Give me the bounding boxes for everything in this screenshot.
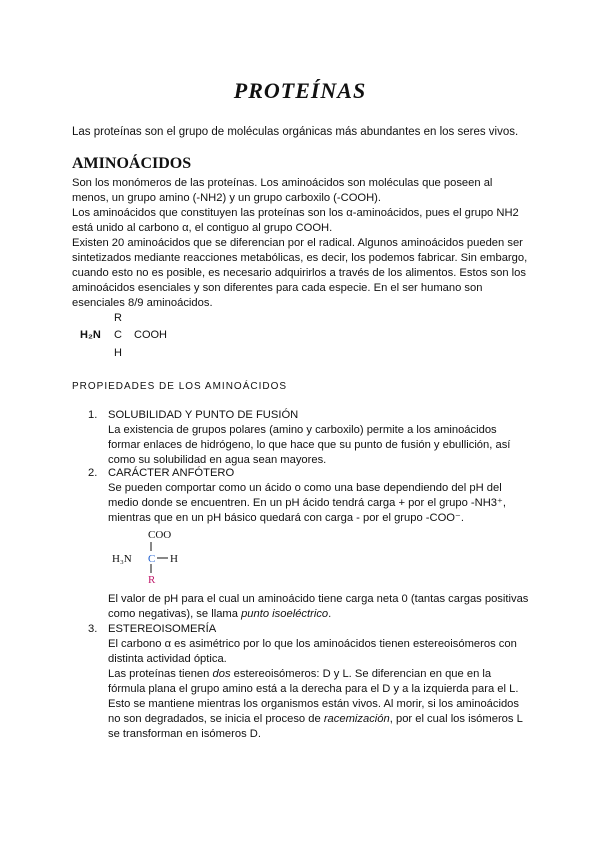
text-line: está unido al carbono α, el contiguo al grupo COOH.: [72, 222, 333, 234]
list-item-estereoisomeria: [88, 622, 538, 752]
formula-carboxylate-group: COO: [148, 529, 172, 541]
text-line: se transforman en isómeros D.: [108, 728, 261, 740]
text-line: Son los monómeros de las proteínas. Los aminoácidos son moléculas que poseen al: [72, 177, 493, 189]
formula-hydrogen: H: [114, 347, 122, 359]
text-span: Las proteínas tienen: [108, 668, 213, 680]
text-line: esenciales 8/9 aminoácidos.: [72, 297, 213, 309]
term-punto-isoelectrico: punto isoeléctrico: [241, 608, 329, 620]
text-line: Se pueden comportar como un ácido o como una base dependiendo del pH del: [108, 482, 502, 494]
formula-alpha-carbon: C: [148, 553, 156, 565]
list-number: 1.: [88, 409, 98, 421]
text-line: cuando esto no es posible, es necesario adquirirlos a través de los alimentos. Estos son los: [72, 267, 526, 279]
text-line: [108, 667, 538, 682]
text-line: mientras que en un pH básico quedará con carga - por el grupo -COO⁻.: [108, 512, 465, 524]
formula-ammonium-group: H₃N: [112, 553, 132, 565]
text-line: Esto se mantiene mientras los organismos están vivos. Al morir, si los aminoácidos: [108, 698, 520, 710]
list-number: 3.: [88, 623, 98, 635]
term-dos: dos: [212, 668, 231, 680]
text-line: formar enlaces de hidrógeno, lo que hace que su punto de fusión y ebullición, así: [108, 439, 511, 451]
text-line: El carbono α es asimétrico por lo que los aminoácidos tienen estereoisómeros con: [108, 638, 517, 650]
text-span: .: [328, 608, 332, 620]
formula-radical: R: [114, 312, 122, 324]
text-line: medio donde se encuentren. En un pH ácido tendrá carga + por el grupo -NH3⁺,: [108, 497, 507, 509]
text-span: como negativas), se llama: [108, 608, 242, 620]
text-line: Los aminoácidos que constituyen las proteínas son los α-aminoácidos, pues el grupo NH2: [72, 207, 519, 219]
text-span: estereoisómeros: D y L. Se diferencian en que en la: [230, 668, 492, 680]
intro-paragraph: Las proteínas son el grupo de moléculas orgánicas más abundantes en los seres vivos.: [72, 126, 519, 138]
section-heading-aminoacidos: AMINOÁCIDOS: [72, 155, 192, 172]
text-line: como su solubilidad en agua sean mayores.: [108, 454, 327, 466]
formula-amino-group: H₂N: [80, 329, 101, 341]
term-racemizacion: racemización: [323, 713, 390, 725]
text-line: Existen 20 aminoácidos que se diferencian por el radical. Algunos aminoácidos pueden ser: [72, 237, 523, 249]
text-line: distinta actividad óptica.: [108, 653, 227, 665]
list-item-solubilidad: [88, 408, 538, 468]
text-line: menos, un grupo amino (-NH2) y un grupo carboxilo (-COOH).: [72, 192, 382, 204]
text-line: fórmula plana el grupo amino está a la derecha para el D y a la izquierda para el L.: [108, 683, 519, 695]
text-line: aminoácidos esenciales y son diferentes para cada especie. En el ser humano son: [72, 282, 483, 294]
page-title: PROTEÍNAS: [233, 78, 367, 103]
aminoacidos-paragraph: [72, 176, 532, 311]
formula-radical: R: [148, 574, 156, 586]
formula-carboxyl-group: COOH: [134, 329, 167, 341]
list-item-body: [108, 637, 538, 742]
list-item-title: SOLUBILIDAD Y PUNTO DE FUSIÓN: [108, 409, 299, 421]
list-item-title: ESTEREOISOMERÍA: [108, 623, 217, 635]
text-line: sintetizados mediante reacciones metabólicas, es decir, los podemos fabricar. Sin embargo,: [72, 252, 528, 264]
section-heading-propiedades: PROPIEDADES DE LOS AMINOÁCIDOS: [72, 381, 288, 392]
list-item-anfotero: [88, 466, 538, 626]
text-line: [108, 607, 538, 622]
text-span: , por el cual los isómeros L: [389, 713, 523, 725]
list-item-body: [108, 423, 538, 468]
formula-carbon: C: [114, 329, 122, 341]
list-number: 2.: [88, 467, 98, 479]
text-line: El valor de pH para el cual un aminoácido tiene carga neta 0 (tantas cargas positivas: [108, 593, 529, 605]
text-line: La existencia de grupos polares (amino y carboxilo) permite a los aminoácidos: [108, 424, 497, 436]
list-item-body: [108, 481, 538, 526]
text-span: no son degradados, se inicia el proceso de: [108, 713, 324, 725]
formula-hydrogen: H: [170, 553, 178, 565]
list-item-body-isoelectric: [108, 592, 538, 622]
text-line: [108, 712, 538, 727]
list-item-title: CARÁCTER ANFÓTERO: [108, 467, 235, 479]
